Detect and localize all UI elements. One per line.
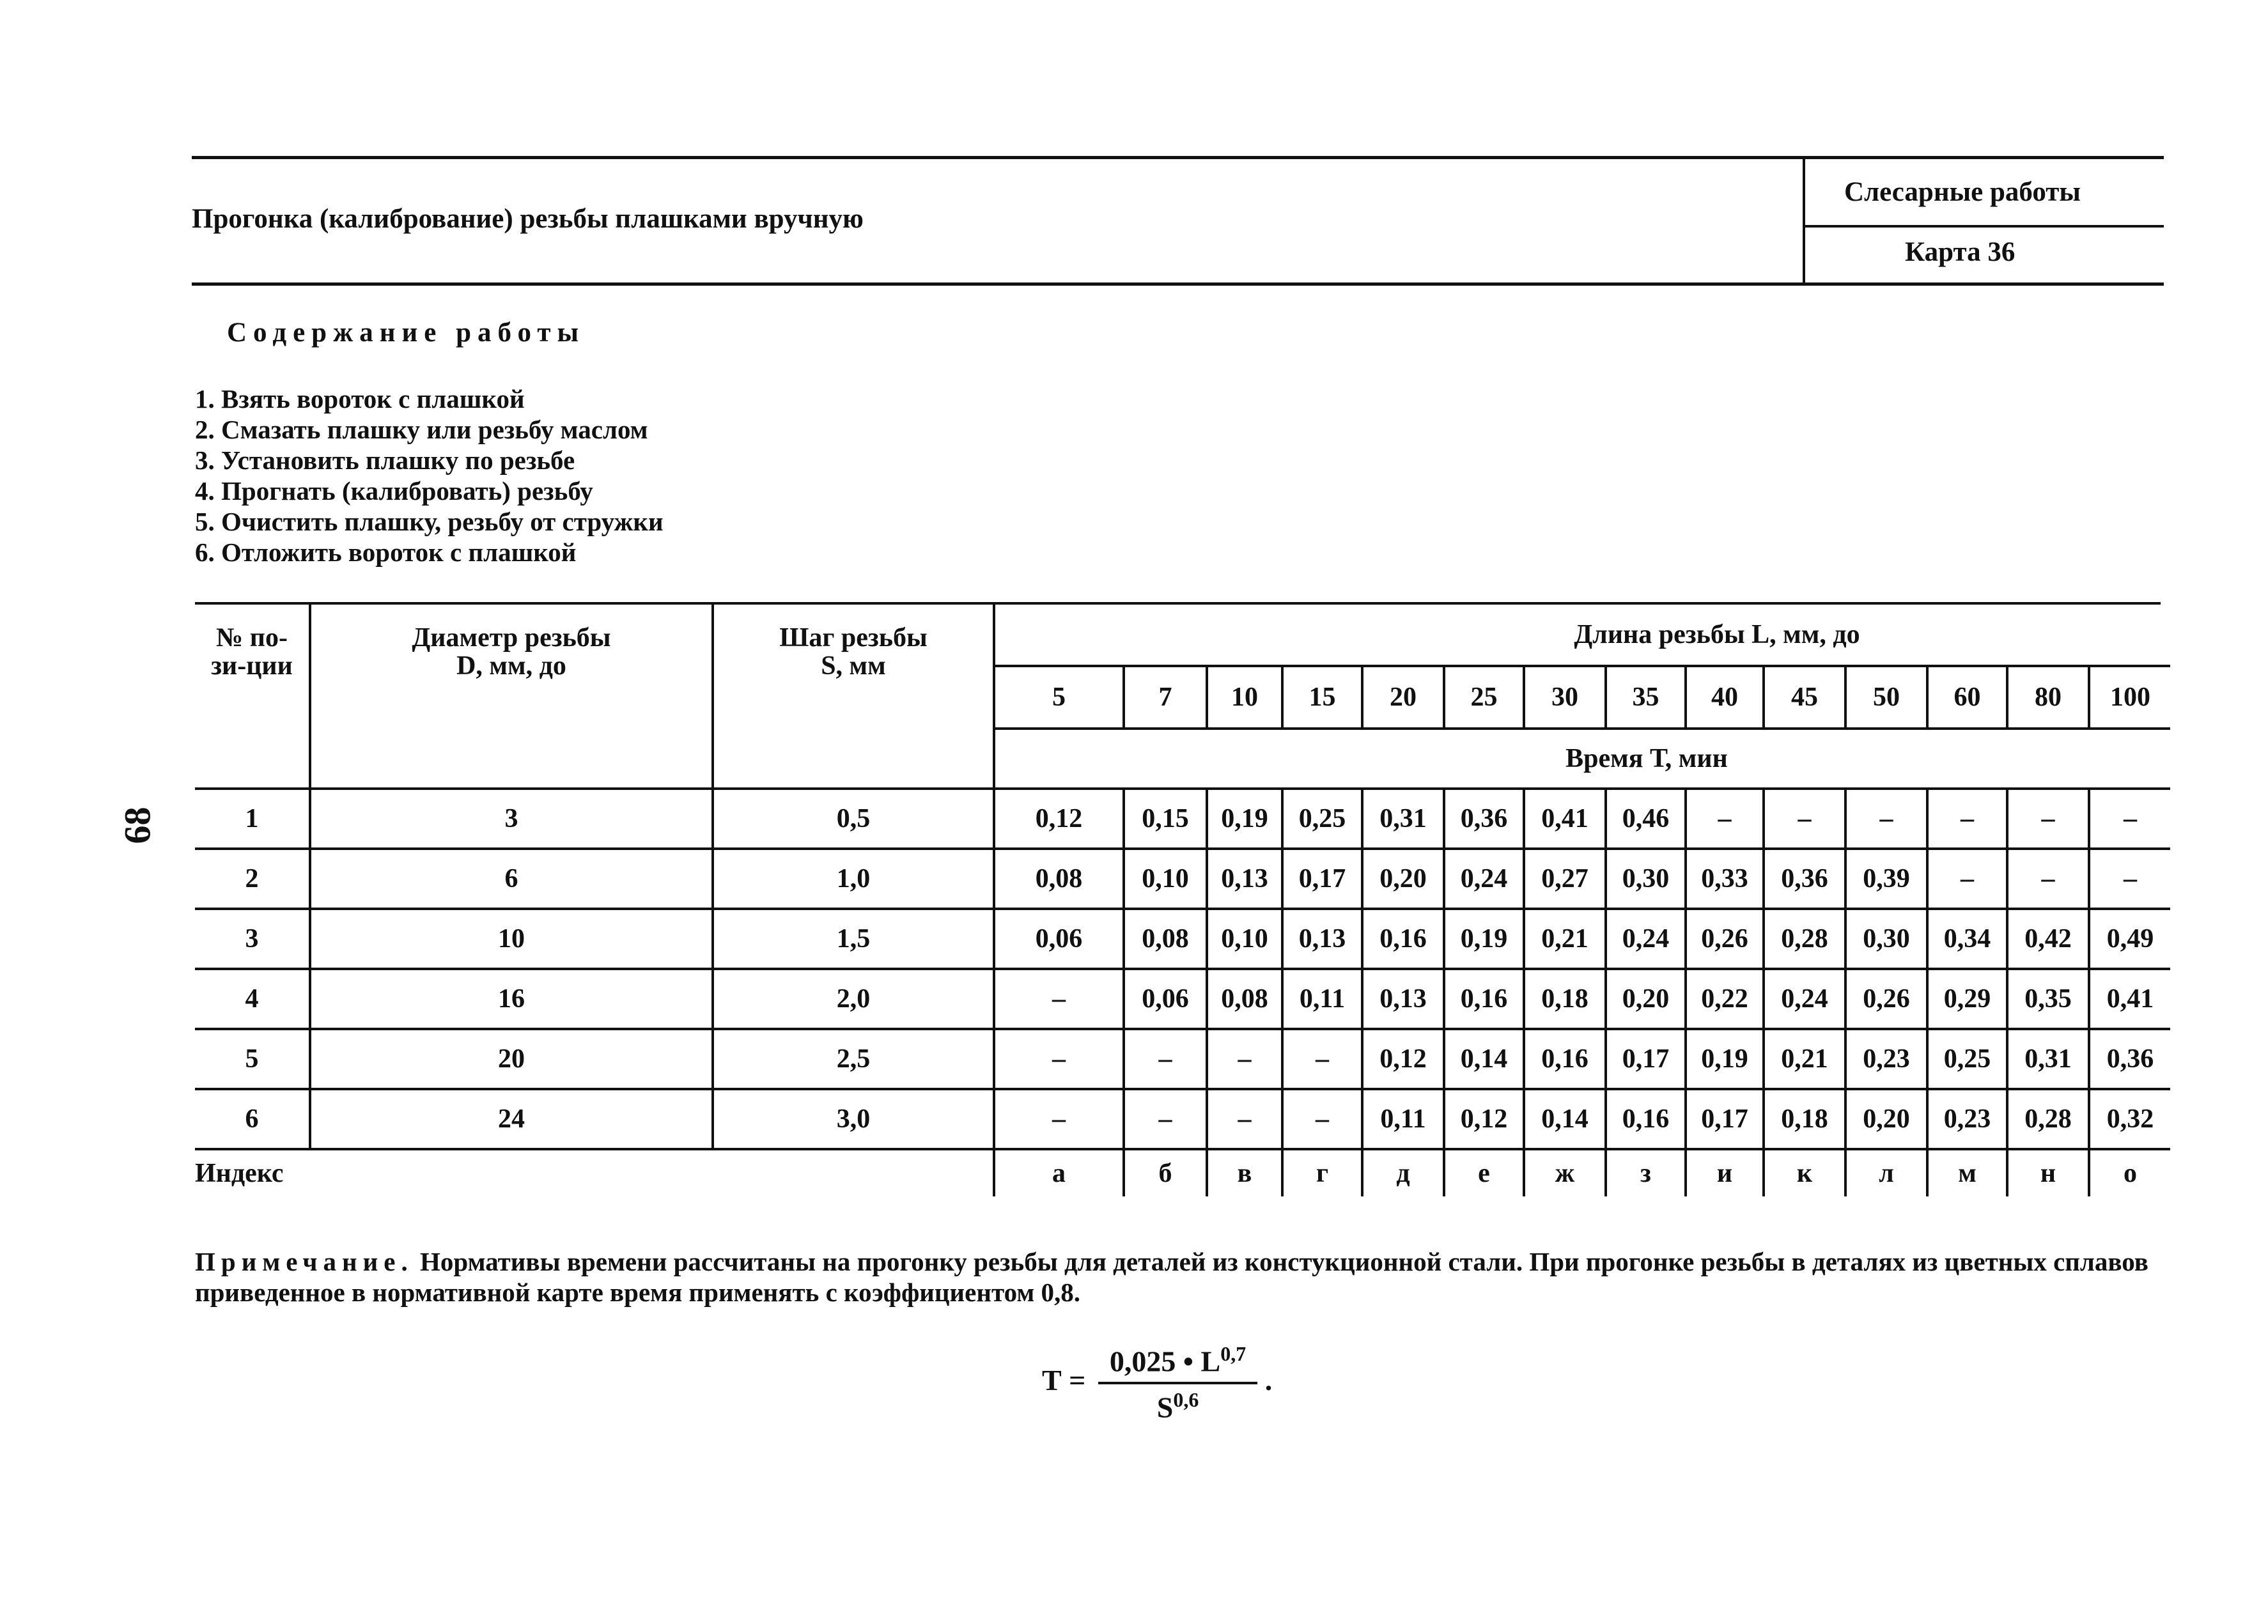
diameter-cell: 10 [310, 909, 713, 969]
thread-length-cell: 80 [2007, 666, 2089, 729]
index-cell: н [2007, 1149, 2089, 1196]
work-step: 3. Установить плашку по резьбе [195, 445, 575, 475]
formula-numerator-base: 0,025 • L [1109, 1345, 1221, 1378]
note [195, 1246, 2164, 1308]
diameter-cell: 20 [310, 1029, 713, 1089]
time-cell: 0,17 [1282, 849, 1362, 909]
formula-denominator-exponent: 0,6 [1173, 1388, 1199, 1412]
position-cell: 5 [195, 1029, 310, 1089]
thread-length-cell: 5 [994, 666, 1124, 729]
index-cell: е [1444, 1149, 1524, 1196]
thread-length-cell: 25 [1444, 666, 1524, 729]
time-cell: 0,28 [1764, 909, 1845, 969]
time-cell: 0,08 [1207, 969, 1282, 1029]
table-row [195, 909, 2170, 969]
note-label: Примечание. [195, 1247, 414, 1276]
work-steps-list [195, 383, 664, 568]
time-cell: 0,42 [2007, 909, 2089, 969]
time-cell: 0,16 [1524, 1029, 1606, 1089]
time-cell: – [994, 1089, 1124, 1149]
column-header-position: № по-зи-ции [211, 623, 293, 681]
time-cell: 0,22 [1686, 969, 1764, 1029]
time-cell: – [1282, 1089, 1362, 1149]
time-cell: 0,25 [1927, 1029, 2007, 1089]
time-cell: 0,21 [1764, 1029, 1845, 1089]
time-cell: 0,33 [1686, 849, 1764, 909]
time-cell: 0,24 [1764, 969, 1845, 1029]
time-cell: 0,26 [1686, 909, 1764, 969]
position-cell: 4 [195, 969, 310, 1029]
section-name: Слесарные работы [1844, 177, 2081, 207]
time-cell: – [994, 969, 1124, 1029]
position-cell: 1 [195, 789, 310, 849]
index-cell: м [1927, 1149, 2007, 1196]
time-cell: 0,19 [1444, 909, 1524, 969]
work-step: 5. Очистить плашку, резьбу от стружки [195, 507, 664, 536]
pitch-cell: 0,5 [713, 789, 994, 849]
column-header-time: Время Т, мин [994, 729, 2170, 789]
header-top-rule [192, 156, 2164, 159]
time-cell: 0,28 [2007, 1089, 2089, 1149]
time-cell: 0,23 [1927, 1089, 2007, 1149]
table-row [195, 849, 2170, 909]
time-cell: 0,20 [1606, 969, 1686, 1029]
time-cell: 0,14 [1444, 1029, 1524, 1089]
card-number: Карта 36 [1905, 237, 2016, 267]
column-header-diameter: Диаметр резьбы D, мм, до [310, 605, 713, 789]
diameter-cell: 3 [310, 789, 713, 849]
time-cell: 0,36 [1444, 789, 1524, 849]
formula-numerator [1098, 1342, 1257, 1384]
time-cell: 0,29 [1927, 969, 2007, 1029]
column-header-pitch: Шаг резьбы S, мм [713, 605, 994, 789]
index-cell: а [994, 1149, 1124, 1196]
time-cell: 0,20 [1845, 1089, 1927, 1149]
time-cell: – [1207, 1089, 1282, 1149]
time-cell: – [2007, 849, 2089, 909]
thread-length-cell: 100 [2089, 666, 2170, 729]
time-cell: – [1282, 1029, 1362, 1089]
position-cell: 3 [195, 909, 310, 969]
thread-length-cell: 60 [1927, 666, 2007, 729]
formula-tail: . [1264, 1363, 1273, 1396]
time-cell: 0,24 [1444, 849, 1524, 909]
time-formula [1042, 1342, 1272, 1425]
work-step: 4. Прогнать (калибровать) резьбу [195, 476, 593, 506]
table-row [195, 1029, 2170, 1089]
index-cell: г [1282, 1149, 1362, 1196]
note-text: Нормативы времени рассчитаны на прогонку резьбы для деталей из констукционной стали. При прогонке резьбы в деталях из цветных сплавов приведенное в нормативной карте время применять с коэффициентом 0,8. [195, 1247, 2148, 1307]
time-cell: – [2089, 849, 2170, 909]
thread-length-cell: 45 [1764, 666, 1845, 729]
page-number: 68 [116, 807, 159, 844]
time-cell: – [1764, 789, 1845, 849]
position-cell: 2 [195, 849, 310, 909]
time-cell: 0,12 [994, 789, 1124, 849]
pitch-cell: 3,0 [713, 1089, 994, 1149]
time-cell: 0,19 [1686, 1029, 1764, 1089]
time-cell: 0,21 [1524, 909, 1606, 969]
time-cell: 0,10 [1124, 849, 1207, 909]
time-cell: 0,32 [2089, 1089, 2170, 1149]
thread-length-cell: 50 [1845, 666, 1927, 729]
index-cell: о [2089, 1149, 2170, 1196]
time-cell: 0,13 [1362, 969, 1444, 1029]
index-cell: в [1207, 1149, 1282, 1196]
work-step: 6. Отложить вороток с плашкой [195, 537, 577, 567]
time-cell: 0,20 [1362, 849, 1444, 909]
time-cell: 0,18 [1524, 969, 1606, 1029]
time-cell: 0,08 [1124, 909, 1207, 969]
time-cell: 0,39 [1845, 849, 1927, 909]
time-cell: 0,31 [1362, 789, 1444, 849]
time-cell: – [994, 1029, 1124, 1089]
time-cell: – [1207, 1029, 1282, 1089]
column-header-thread-length: Длина резьбы L, мм, до [994, 605, 2170, 666]
time-cell: – [1124, 1029, 1207, 1089]
thread-length-cell: 35 [1606, 666, 1686, 729]
pitch-cell: 1,5 [713, 909, 994, 969]
table-row [195, 969, 2170, 1029]
time-cell: 0,16 [1362, 909, 1444, 969]
time-cell: 0,36 [2089, 1029, 2170, 1089]
time-cell: 0,17 [1606, 1029, 1686, 1089]
time-cell: 0,35 [2007, 969, 2089, 1029]
index-cell: д [1362, 1149, 1444, 1196]
time-cell: 0,24 [1606, 909, 1686, 969]
thread-length-cell: 7 [1124, 666, 1207, 729]
index-cell: к [1764, 1149, 1845, 1196]
time-cell: 0,16 [1444, 969, 1524, 1029]
time-cell: 0,10 [1207, 909, 1282, 969]
diameter-cell: 16 [310, 969, 713, 1029]
time-norm-table [195, 605, 2170, 1196]
time-cell: 0,06 [1124, 969, 1207, 1029]
time-cell: 0,25 [1282, 789, 1362, 849]
time-cell: 0,41 [1524, 789, 1606, 849]
time-cell: 0,41 [2089, 969, 2170, 1029]
time-cell: 0,11 [1282, 969, 1362, 1029]
pitch-cell: 2,5 [713, 1029, 994, 1089]
time-cell: 0,18 [1764, 1089, 1845, 1149]
time-cell: 0,23 [1845, 1029, 1927, 1089]
index-cell: б [1124, 1149, 1207, 1196]
time-cell: 0,12 [1444, 1089, 1524, 1149]
work-content-heading: Содержание работы [227, 318, 586, 348]
formula-numerator-exponent: 0,7 [1220, 1342, 1247, 1365]
time-cell: – [1845, 789, 1927, 849]
time-cell: – [2089, 789, 2170, 849]
table-body [195, 789, 2170, 1149]
header-vertical-divider [1803, 159, 1805, 282]
thread-length-cell: 40 [1686, 666, 1764, 729]
time-cell: 0,08 [994, 849, 1124, 909]
time-cell: 0,27 [1524, 849, 1606, 909]
time-cell: 0,15 [1124, 789, 1207, 849]
work-step: 2. Смазать плашку или резьбу маслом [195, 415, 648, 444]
time-cell: 0,31 [2007, 1029, 2089, 1089]
time-cell: 0,46 [1606, 789, 1686, 849]
formula-denominator [1098, 1384, 1257, 1424]
time-cell: 0,49 [2089, 909, 2170, 969]
page-title: Прогонка (калибрование) резьбы плашками вручную [192, 204, 864, 234]
index-cell: ж [1524, 1149, 1606, 1196]
time-cell: 0,30 [1606, 849, 1686, 909]
time-cell: 0,14 [1524, 1089, 1606, 1149]
time-cell: – [1686, 789, 1764, 849]
index-cell: з [1606, 1149, 1686, 1196]
time-cell: – [1927, 789, 2007, 849]
time-cell: 0,12 [1362, 1029, 1444, 1089]
diameter-cell: 6 [310, 849, 713, 909]
time-cell: 0,11 [1362, 1089, 1444, 1149]
formula-denominator-base: S [1156, 1391, 1174, 1424]
pitch-cell: 1,0 [713, 849, 994, 909]
time-cell: 0,06 [994, 909, 1124, 969]
time-cell: 0,17 [1686, 1089, 1764, 1149]
index-cell: л [1845, 1149, 1927, 1196]
time-cell: 0,34 [1927, 909, 2007, 969]
time-cell: – [2007, 789, 2089, 849]
thread-length-cell: 30 [1524, 666, 1606, 729]
thread-length-cell: 15 [1282, 666, 1362, 729]
header-section-divider [1804, 225, 2164, 228]
header-bottom-rule [192, 282, 2164, 286]
time-cell: – [1124, 1089, 1207, 1149]
time-cell: 0,16 [1606, 1089, 1686, 1149]
time-cell: – [1927, 849, 2007, 909]
work-step: 1. Взять вороток с плашкой [195, 384, 525, 414]
diameter-cell: 24 [310, 1089, 713, 1149]
thread-length-cell: 20 [1362, 666, 1444, 729]
time-cell: 0,26 [1845, 969, 1927, 1029]
time-cell: 0,19 [1207, 789, 1282, 849]
formula-lhs: Т = [1042, 1363, 1086, 1396]
index-cell: и [1686, 1149, 1764, 1196]
position-cell: 6 [195, 1089, 310, 1149]
pitch-cell: 2,0 [713, 969, 994, 1029]
time-cell: 0,13 [1282, 909, 1362, 969]
time-cell: 0,13 [1207, 849, 1282, 909]
time-cell: 0,30 [1845, 909, 1927, 969]
formula-fraction [1098, 1342, 1257, 1425]
index-label: Индекс [195, 1149, 994, 1196]
thread-length-cell: 10 [1207, 666, 1282, 729]
table-row [195, 789, 2170, 849]
table-row [195, 1089, 2170, 1149]
time-cell: 0,36 [1764, 849, 1845, 909]
